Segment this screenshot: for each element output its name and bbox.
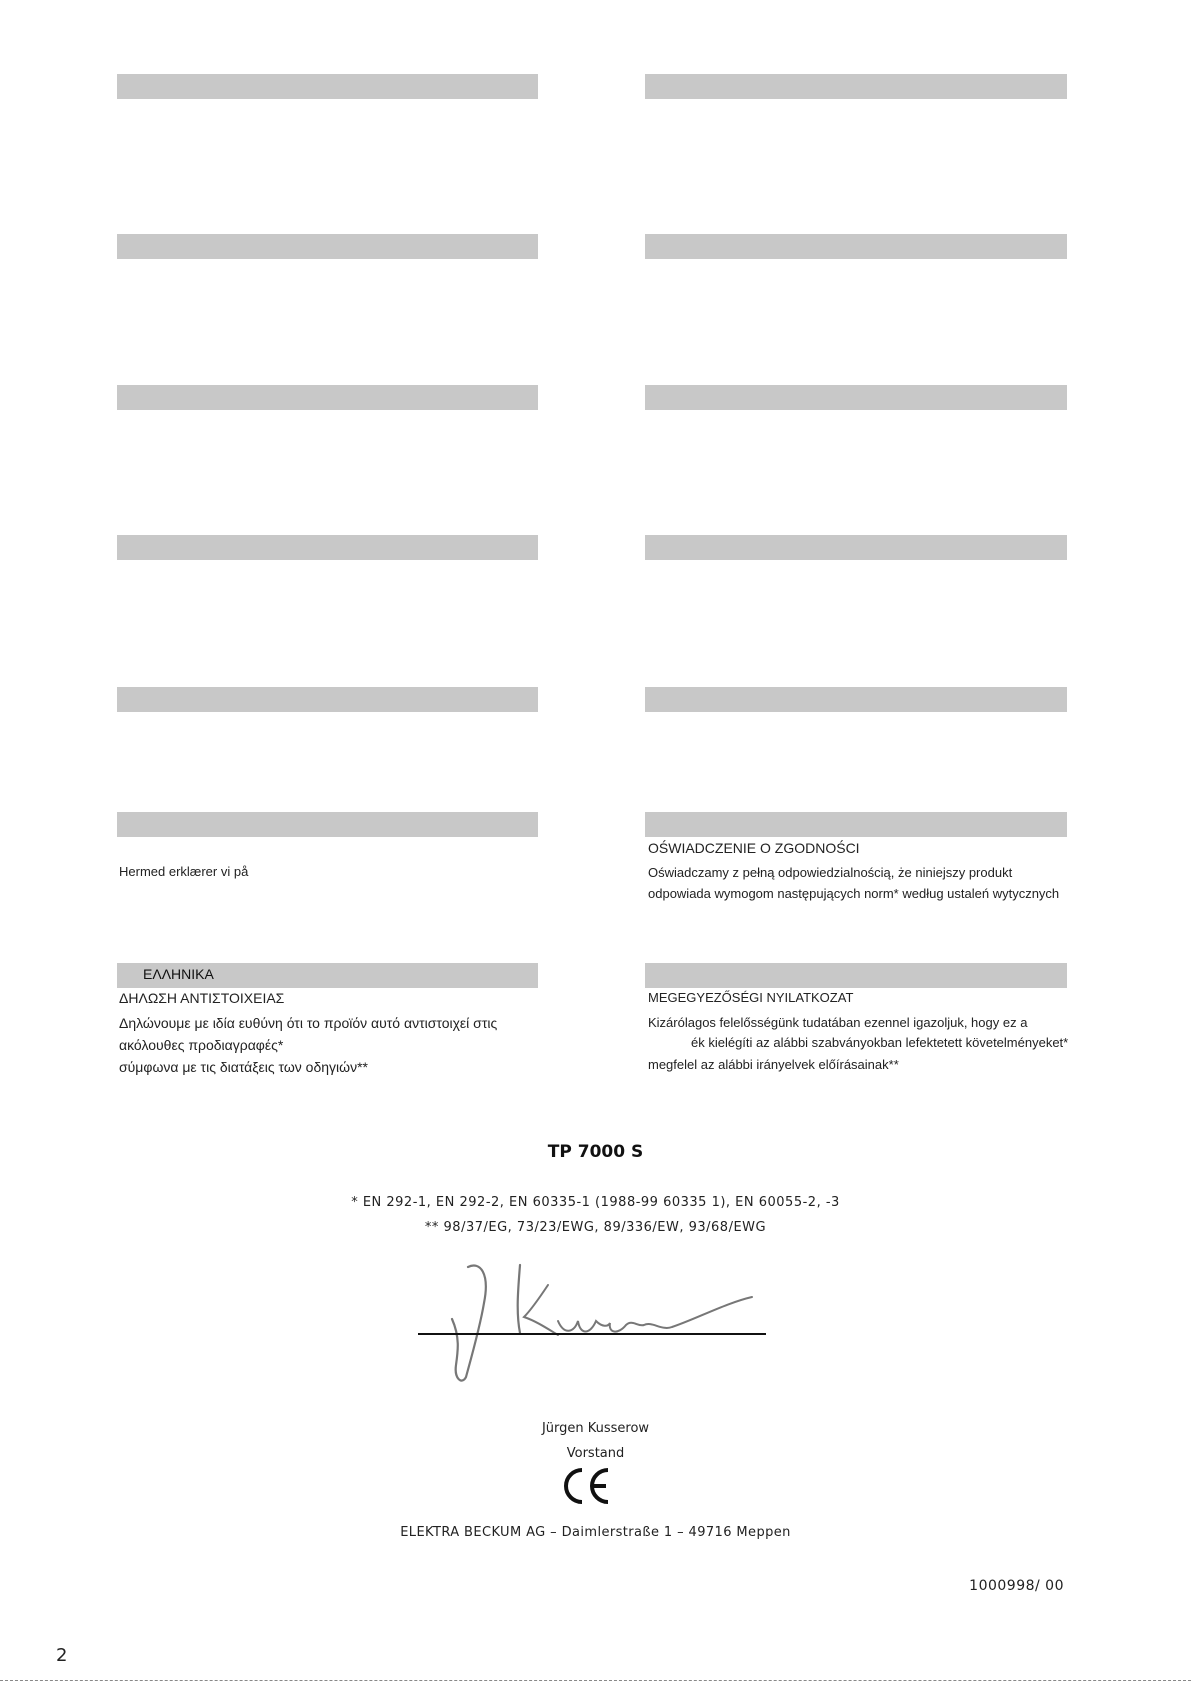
section-header-bar (645, 74, 1067, 99)
polish-declaration-text: Oświadczamy z pełną odpowiedzialnością, że niniejszy produkt (648, 865, 1013, 880)
hungarian-declaration-text: Kizárólagos felelősségünk tudatában ezennel igazoljuk, hogy ez a (648, 1015, 1028, 1030)
model-name: TP 7000 S (547, 1142, 644, 1162)
signature-line (418, 1333, 766, 1335)
hungarian-declaration-text: megfelel az alábbi irányelvek előírásainak** (648, 1057, 899, 1072)
section-header-bar (117, 74, 538, 99)
section-header-bar (645, 812, 1067, 837)
section-header-bar (117, 385, 538, 410)
section-header-bar (645, 234, 1067, 259)
section-header-bar (117, 812, 538, 837)
section-header-bar (645, 385, 1067, 410)
section-header-bar (645, 535, 1067, 560)
section-header-bar-greek (117, 963, 538, 988)
norsk-declaration-text: Hermed erklærer vi på (119, 864, 249, 879)
section-header-bar (117, 234, 538, 259)
polish-declaration-text: odpowiada wymogom następujących norm* według ustaleń wytycznych (648, 886, 1060, 901)
company-address: ELEKTRA BECKUM AG – Daimlerstraße 1 – 49716 Meppen (400, 1525, 791, 1540)
section-header-bar (117, 535, 538, 560)
page-edge-divider (0, 1680, 1191, 1681)
section-header-bar (117, 687, 538, 712)
ce-mark-icon (562, 1466, 612, 1506)
directives-list: ** 98/37/EG, 73/23/EWG, 89/336/EW, 93/68/EWG (424, 1220, 767, 1235)
hungarian-declaration-text: ék kielégíti az alábbi szabványokban lefektetett követelményeket* (691, 1035, 1069, 1050)
greek-declaration-title: ΔΗΛΩΣΗ ΑΝΤΙΣΤΟΙΧΕΙΑΣ (119, 990, 285, 1006)
signatory-role: Vorstand (566, 1446, 625, 1461)
greek-declaration-text: Δηλώνουμε με ιδία ευθύνη ότι το προϊόν αυτό αντιστοιχεί στις (119, 1015, 498, 1031)
hungarian-declaration-title: MEGEGYEZŐSÉGI NYILATKOZAT (648, 990, 854, 1005)
document-number: 1000998/ 00 (969, 1578, 1064, 1594)
greek-declaration-text: ακόλουθες προδιαγραφές* (119, 1037, 284, 1053)
polish-declaration-title: OŚWIADCZENIE O ZGODNOŚCI (648, 840, 860, 856)
section-header-bar (645, 687, 1067, 712)
signatory-name: Jürgen Kusserow (541, 1421, 650, 1436)
greek-declaration-text: σύμφωνα με τις διατάξεις των οδηγιών** (119, 1059, 368, 1075)
page-number: 2 (56, 1645, 68, 1666)
section-header-bar (645, 963, 1067, 988)
standards-list: * EN 292-1, EN 292-2, EN 60335-1 (1988-99 60335 1), EN 60055-2, -3 (351, 1195, 840, 1210)
greek-section-label: ΕΛΛΗΝΙΚΑ (143, 966, 214, 982)
signature (440, 1255, 760, 1385)
